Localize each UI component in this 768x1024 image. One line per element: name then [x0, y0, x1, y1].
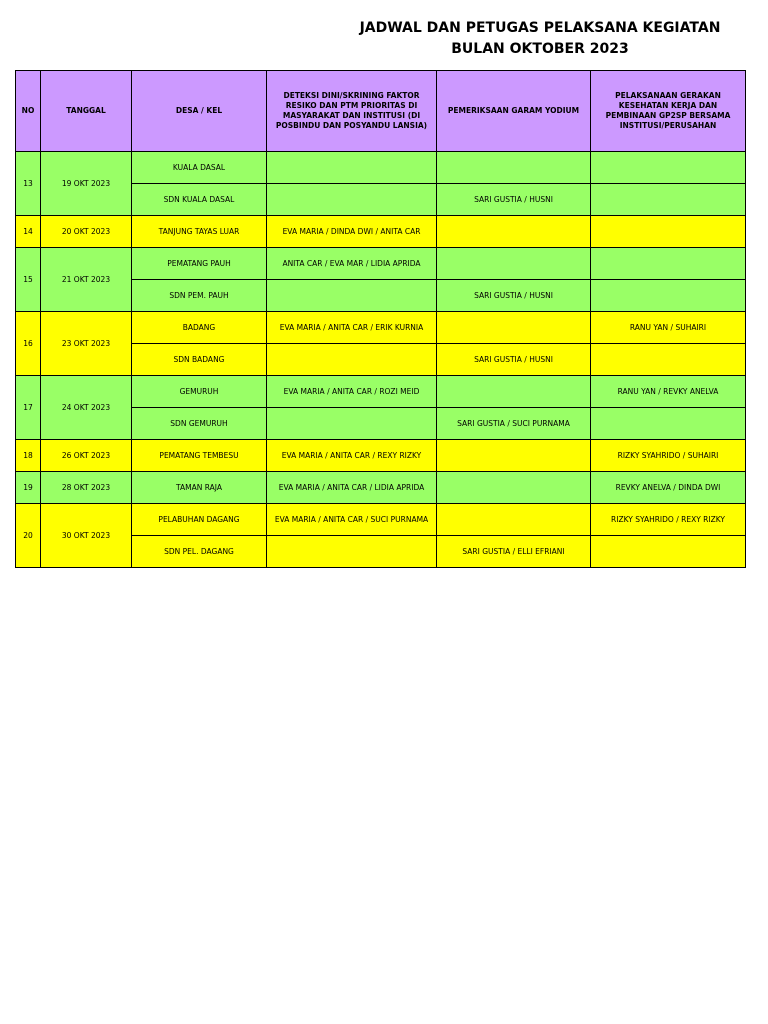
table-row [16, 376, 746, 408]
cell-desa: PEMATANG TEMBESU [132, 440, 267, 472]
cell-desa: TANJUNG TAYAS LUAR [132, 216, 267, 248]
table-row [16, 152, 746, 184]
cell-no: 20 [16, 504, 41, 568]
cell-deteksi [267, 280, 437, 312]
cell-no: 15 [16, 248, 41, 312]
table-header-row [16, 71, 746, 152]
cell-desa: SDN KUALA DASAL [132, 184, 267, 216]
cell-deteksi: EVA MARIA / ANITA CAR / REXY RIZKY [267, 440, 437, 472]
cell-desa: SDN PEL. DAGANG [132, 536, 267, 568]
cell-gerakan [591, 152, 746, 184]
cell-deteksi: EVA MARIA / ANITA CAR / SUCI PURNAMA [267, 504, 437, 536]
header-deteksi: DETEKSI DINI/SKRINING FAKTOR RESIKO DAN PTM PRIORITAS DI MASYARAKAT DAN INSTITUSI (DI POSBINDU DAN POSYANDU LANSIA) [267, 71, 437, 152]
table-row [16, 504, 746, 536]
cell-desa: SDN PEM. PAUH [132, 280, 267, 312]
cell-gerakan: RIZKY SYAHRIDO / SUHAIRI [591, 440, 746, 472]
cell-garam [437, 440, 591, 472]
cell-desa: PELABUHAN DAGANG [132, 504, 267, 536]
cell-gerakan [591, 216, 746, 248]
cell-gerakan: RANU YAN / SUHAIRI [591, 312, 746, 344]
cell-tanggal: 24 OKT 2023 [41, 376, 132, 440]
cell-gerakan [591, 536, 746, 568]
document-title [330, 18, 750, 60]
table-row [16, 472, 746, 504]
cell-deteksi: EVA MARIA / DINDA DWI / ANITA CAR [267, 216, 437, 248]
cell-deteksi [267, 536, 437, 568]
table-row [16, 216, 746, 248]
cell-garam [437, 152, 591, 184]
header-garam: PEMERIKSAAN GARAM YODIUM [437, 71, 591, 152]
cell-no: 19 [16, 472, 41, 504]
header-no: NO [16, 71, 41, 152]
title-line-1: JADWAL DAN PETUGAS PELAKSANA KEGIATAN [359, 20, 721, 36]
schedule-table [15, 70, 746, 568]
cell-no: 14 [16, 216, 41, 248]
cell-deteksi [267, 184, 437, 216]
cell-tanggal: 26 OKT 2023 [41, 440, 132, 472]
cell-deteksi: EVA MARIA / ANITA CAR / ERIK KURNIA [267, 312, 437, 344]
cell-tanggal: 19 OKT 2023 [41, 152, 132, 216]
cell-deteksi: ANITA CAR / EVA MAR / LIDIA APRIDA [267, 248, 437, 280]
cell-garam: SARI GUSTIA / SUCI PURNAMA [437, 408, 591, 440]
header-tanggal: TANGGAL [41, 71, 132, 152]
cell-garam [437, 312, 591, 344]
cell-desa: PEMATANG PAUH [132, 248, 267, 280]
cell-deteksi: EVA MARIA / ANITA CAR / LIDIA APRIDA [267, 472, 437, 504]
cell-tanggal: 23 OKT 2023 [41, 312, 132, 376]
cell-no: 18 [16, 440, 41, 472]
cell-garam: SARI GUSTIA / ELLI EFRIANI [437, 536, 591, 568]
cell-no: 13 [16, 152, 41, 216]
cell-garam: SARI GUSTIA / HUSNI [437, 280, 591, 312]
cell-gerakan [591, 344, 746, 376]
cell-garam: SARI GUSTIA / HUSNI [437, 344, 591, 376]
header-desa: DESA / KEL [132, 71, 267, 152]
cell-gerakan [591, 280, 746, 312]
cell-deteksi [267, 152, 437, 184]
table-row [16, 440, 746, 472]
cell-tanggal: 28 OKT 2023 [41, 472, 132, 504]
cell-gerakan [591, 408, 746, 440]
table-row [16, 312, 746, 344]
cell-no: 17 [16, 376, 41, 440]
cell-desa: BADANG [132, 312, 267, 344]
cell-desa: KUALA DASAL [132, 152, 267, 184]
cell-garam [437, 216, 591, 248]
cell-gerakan [591, 184, 746, 216]
cell-desa: SDN GEMURUH [132, 408, 267, 440]
cell-garam [437, 472, 591, 504]
cell-deteksi: EVA MARIA / ANITA CAR / ROZI MEID [267, 376, 437, 408]
cell-gerakan: RANU YAN / REVKY ANELVA [591, 376, 746, 408]
cell-deteksi [267, 344, 437, 376]
cell-no: 16 [16, 312, 41, 376]
cell-garam [437, 248, 591, 280]
cell-desa: SDN BADANG [132, 344, 267, 376]
cell-garam [437, 376, 591, 408]
cell-garam [437, 504, 591, 536]
cell-desa: TAMAN RAJA [132, 472, 267, 504]
cell-tanggal: 30 OKT 2023 [41, 504, 132, 568]
cell-tanggal: 20 OKT 2023 [41, 216, 132, 248]
cell-tanggal: 21 OKT 2023 [41, 248, 132, 312]
table-row [16, 248, 746, 280]
header-gerakan: PELAKSANAAN GERAKAN KESEHATAN KERJA DAN PEMBINAAN GP2SP BERSAMA INSTITUSI/PERUSAHAN [591, 71, 746, 152]
cell-deteksi [267, 408, 437, 440]
cell-gerakan [591, 248, 746, 280]
title-line-2: BULAN OKTOBER 2023 [451, 41, 629, 57]
cell-gerakan: RIZKY SYAHRIDO / REXY RIZKY [591, 504, 746, 536]
cell-desa: GEMURUH [132, 376, 267, 408]
cell-garam: SARI GUSTIA / HUSNI [437, 184, 591, 216]
cell-gerakan: REVKY ANELVA / DINDA DWI [591, 472, 746, 504]
